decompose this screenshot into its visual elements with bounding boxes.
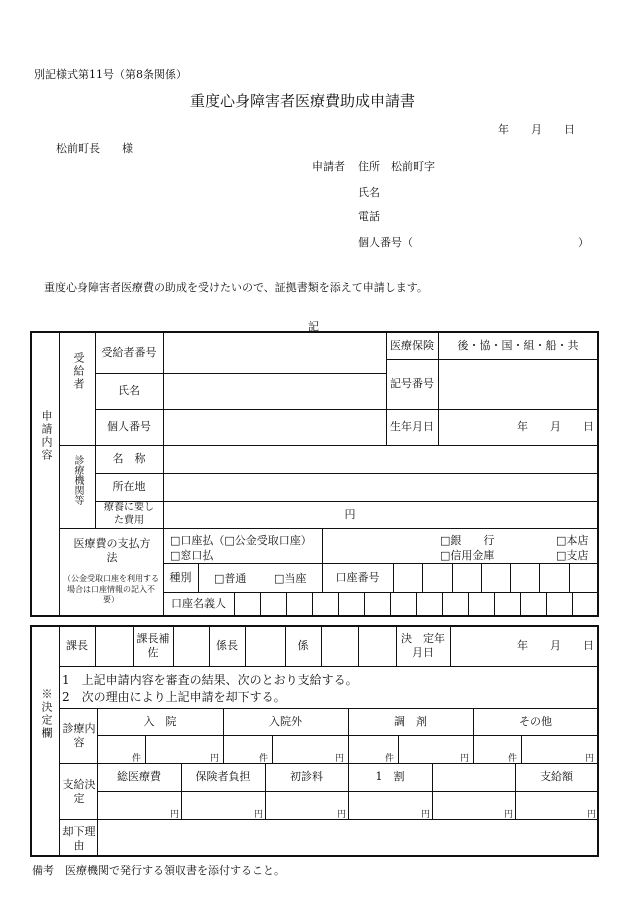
treatment-content-label: 診療内容 [62, 722, 96, 749]
recipient-label: 受給者 [72, 352, 85, 391]
account-holder-cell[interactable] [390, 592, 391, 616]
outpatient-label: 入院外 [269, 714, 302, 728]
account-holder-cell[interactable] [468, 592, 469, 616]
account-type-label: 種別 [169, 570, 192, 584]
account-holder-cell[interactable] [442, 592, 443, 616]
other-label: その他 [519, 714, 552, 728]
insurer-share-yen: 円 [254, 810, 264, 820]
total-cost-label: 総医療費 [117, 770, 161, 784]
form-title: 重度心身障害者医療費助成申請書 [190, 92, 416, 110]
option-current[interactable]: □当座 [274, 572, 307, 585]
account-digit-cell[interactable] [481, 563, 482, 592]
staff-label: 係 [297, 639, 309, 653]
birthdate-format: 年 月 日 [517, 420, 594, 434]
addressee: 松前町長 様 [56, 142, 133, 155]
account-holder-cell[interactable] [338, 592, 339, 616]
inpatient-yen-unit: 円 [210, 754, 220, 764]
blank-column-yen: 円 [504, 810, 514, 820]
account-digit-cell[interactable] [510, 563, 511, 592]
statement: 重度心身障害者医療費の助成を受けたいので、証拠書類を添えて申請します。 [44, 281, 428, 294]
section-head-label: 係長 [216, 639, 238, 653]
option-ordinary[interactable]: □普通 [214, 572, 247, 585]
mynumber-close: ） [578, 236, 589, 249]
personal-number-label: 個人番号 [107, 420, 151, 434]
account-number-label: 口座番号 [335, 570, 380, 584]
insurer-share-label: 保険者負担 [195, 770, 251, 784]
clinic-label: 診療機関等 [72, 455, 83, 505]
option-branch[interactable]: □支店 [556, 549, 589, 562]
cost-label: 療養に要した費用 [104, 502, 154, 526]
payment-method-note: （公金受取口座を利用する場合は口座情報の記入不要） [63, 574, 159, 605]
inpatient-count-unit: 件 [132, 754, 142, 764]
phone-label: 電話 [358, 210, 380, 223]
clinic-address-label: 所在地 [112, 480, 146, 494]
cost-yen: 円 [344, 507, 356, 521]
birthdate-label: 生年月日 [390, 420, 434, 434]
outpatient-count-unit: 件 [259, 754, 269, 764]
assistant-chief-label: 課長補佐 [136, 632, 170, 659]
account-holder-cell[interactable] [286, 592, 287, 616]
decision-date-label: 決 定年月日 [401, 632, 445, 659]
option-transfer[interactable]: □口座払（□公金受取口座） [170, 534, 312, 547]
account-holder-cell[interactable] [364, 592, 365, 616]
account-holder-cell[interactable] [520, 592, 521, 616]
account-digit-cell[interactable] [422, 563, 423, 592]
name-row-label: 氏名 [118, 384, 140, 398]
account-digit-cell[interactable] [539, 563, 540, 592]
other-count-unit: 件 [508, 754, 518, 764]
insurance-label: 医療保険 [390, 338, 434, 352]
form-number: 別記様式第11号（第8条関係） [34, 68, 187, 81]
applicant-label: 申請者 [312, 160, 345, 173]
account-digit-cell[interactable] [598, 563, 599, 592]
date-line: 年 月 日 [498, 123, 575, 136]
payment-amount-label: 支給額 [540, 770, 573, 784]
account-holder-cell[interactable] [416, 592, 417, 616]
rejection-reason-label: 却下理由 [62, 825, 96, 852]
account-holder-label: 口座名義人 [171, 597, 226, 611]
account-digit-cell[interactable] [452, 563, 453, 592]
first-visit-label: 初診料 [290, 770, 323, 784]
dispensing-count-unit: 件 [385, 754, 395, 764]
decision-date-format: 年 月 日 [517, 639, 594, 653]
ki-label: 記 [308, 320, 319, 333]
account-digit-cell[interactable] [569, 563, 570, 592]
first-visit-yen: 円 [337, 810, 347, 820]
payment-method-label: 医療費の支払方法 [73, 537, 151, 564]
outpatient-yen-unit: 円 [335, 754, 345, 764]
chief-label: 課長 [66, 639, 88, 653]
inpatient-label: 入 院 [143, 714, 177, 728]
decision-line-2: 2 次の理由により上記申請を却下する。 [62, 690, 286, 704]
total-cost-yen: 円 [170, 810, 180, 820]
symbol-number-label: 記号番号 [390, 377, 434, 391]
option-credit-union[interactable]: □信用金庫 [440, 549, 495, 562]
option-counter[interactable]: □窓口払 [170, 549, 214, 562]
option-head-office[interactable]: □本店 [556, 534, 589, 547]
account-holder-cell[interactable] [260, 592, 261, 616]
application-section-label: 申請内容 [40, 410, 53, 462]
payment-decision-label: 支給決定 [62, 778, 96, 805]
dispensing-label: 調 剤 [394, 714, 427, 728]
recipient-number-label: 受給者番号 [101, 345, 157, 359]
option-bank[interactable]: □銀 行 [440, 534, 495, 547]
footer-note: 備考 医療機関で発行する領収書を添付すること。 [32, 864, 285, 877]
payment-amount-yen: 円 [587, 810, 597, 820]
dispensing-yen-unit: 円 [460, 754, 470, 764]
ten-percent-yen: 円 [421, 810, 431, 820]
account-holder-cell[interactable] [572, 592, 573, 616]
account-holder-cell[interactable] [546, 592, 547, 616]
address-label: 住所 松前町字 [358, 160, 435, 173]
name-label: 氏名 [358, 186, 380, 199]
ten-percent-label: 1 割 [375, 770, 405, 784]
account-holder-cell[interactable] [312, 592, 313, 616]
account-holder-cell[interactable] [494, 592, 495, 616]
decision-line-1: 1 上記申請内容を審査の結果、次のとおり支給する。 [62, 673, 358, 687]
mynumber-label: 個人番号（ [358, 236, 413, 249]
other-yen-unit: 円 [585, 754, 595, 764]
decision-section-label: ※決定欄 [40, 688, 53, 740]
clinic-name-label: 名 称 [112, 452, 146, 466]
insurance-types: 後・協・国・組・船・共 [457, 338, 579, 352]
